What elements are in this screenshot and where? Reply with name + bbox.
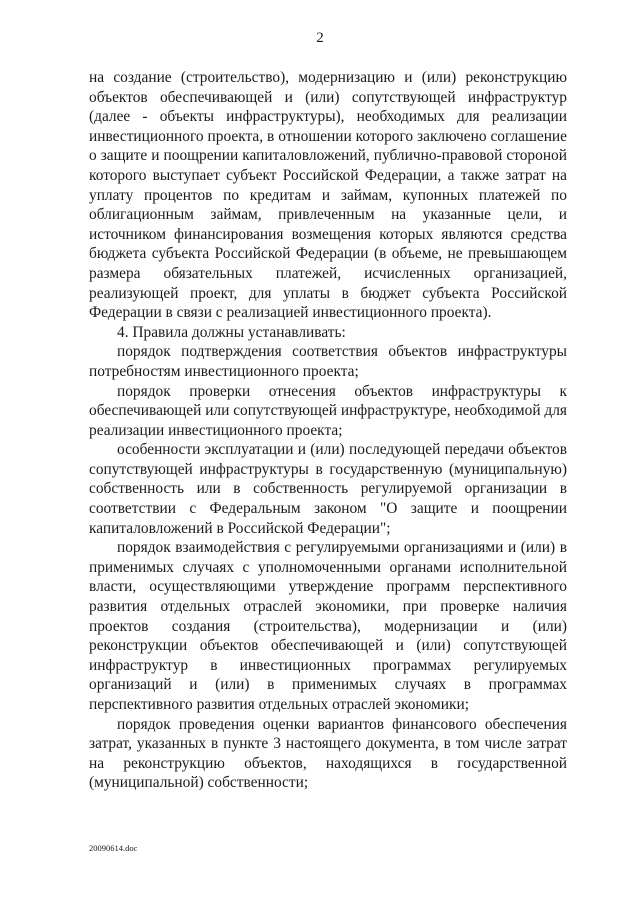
paragraph-rules-intro: 4. Правила должны устанавливать: <box>117 323 346 341</box>
footer-filename: 20090614.doc <box>89 843 138 853</box>
paragraph-operation-features: особенности эксплуатации и (или) последующей передачи объектов сопутствующей инфраструктуры в государственную (муниципальную) собственность или в собственность регулируемой организации в соответствии с Федеральным законом "О защите и поощрении капиталовложений в Российской Федерации"; <box>89 441 567 537</box>
paragraph-confirmation-order: порядок подтверждения соответствия объектов инфраструктуры потребностям инвестиционного проекта; <box>89 343 567 380</box>
paragraph-assessment-order: порядок проведения оценки вариантов финансового обеспечения затрат, указанных в пункте 3 настоящего документа, в том числе затрат на реконструкцию объектов, находящихся в государственной (муниципальной) собственности; <box>89 715 567 792</box>
paragraph-verification-order: порядок проверки отнесения объектов инфраструктуры к обеспечивающей или сопутствующей инфраструктуре, необходимой для реализации инвестиционного проекта; <box>89 382 567 439</box>
document-body <box>89 68 567 793</box>
paragraph-continuation: на создание (строительство), модернизацию и (или) реконструкцию объектов обеспечивающей и (или) сопутствующей инфраструктур (далее - объекты инфраструктуры), необходимых для реализации инвестиционного проекта, в отношении которого заключено соглашение о защите и поощрении капиталовложений, публично-правовой стороной которого выступает субъект Российской Федерации, а также затрат на уплату процентов по кредитам и займам, купонных платежей по облигационным займам, привлеченным на указанные цели, и источником финансирования возмещения которых являются средства бюджета субъекта Российской Федерации (в объеме, не превышающем размера обязательных платежей, исчисленных организацией, реализующей проект, для уплаты в бюджет субъекта Российской Федерации в связи с реализацией инвестиционного проекта). <box>89 69 567 322</box>
page-number: 2 <box>316 30 324 46</box>
paragraph-interaction-order: порядок взаимодействия с регулируемыми организациями и (или) в применимых случаях с уполномоченными органами исполнительной власти, осуществляющими утверждение программ перспективного развития отдельных отраслей экономики, при проверке наличия проектов создания (строительства), модернизации и (или) реконструкции объектов обеспечивающей и (или) сопутствующей инфраструктур в инвестиционных программах регулируемых организаций и (или) в применимых случаях в программах перспективного развития отдельных отраслей экономики; <box>89 539 567 713</box>
